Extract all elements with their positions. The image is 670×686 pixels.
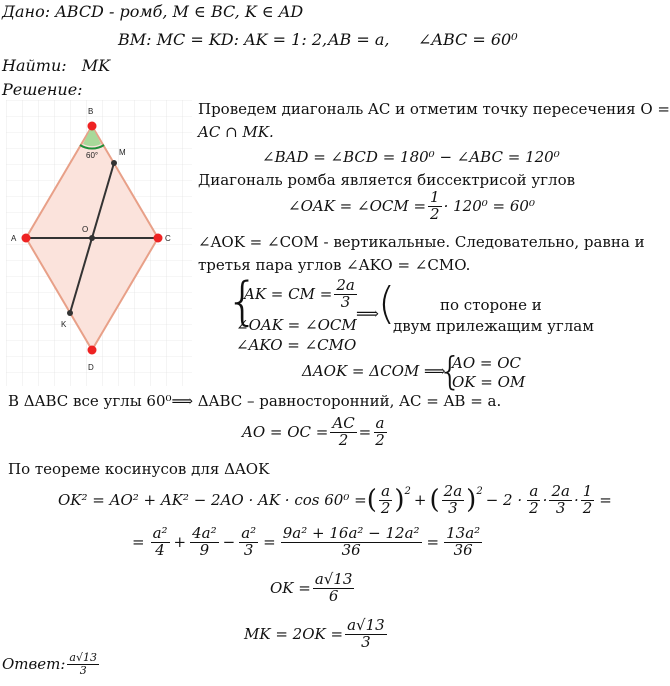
step-diagonal-a: Проведем диагональ AC и отметим точку пересечения O = bbox=[198, 100, 670, 118]
label-c: C bbox=[165, 234, 171, 243]
cos-m2 bbox=[549, 484, 572, 517]
cos-l1-end: = bbox=[599, 491, 612, 510]
cos-f2 bbox=[190, 526, 219, 559]
cos-l2-eq-3: = bbox=[426, 533, 440, 552]
oak-left: ∠OAK = ∠OCM = bbox=[288, 197, 427, 216]
cos-t1-num: a bbox=[381, 482, 391, 500]
system-row-2: ∠OAK = ∠OCM bbox=[236, 316, 357, 334]
label-o: O bbox=[82, 225, 89, 234]
sys-frac-den: 3 bbox=[340, 292, 351, 311]
step-angles-bad: ∠BAD = ∠BCD = 180⁰ − ∠ABC = 120⁰ bbox=[262, 148, 560, 166]
cos-f2-den: 9 bbox=[199, 540, 210, 559]
paren-close-2: ) bbox=[466, 485, 477, 516]
cos-m3-den: 2 bbox=[582, 498, 593, 517]
reason-paren-left: ( bbox=[378, 278, 396, 329]
cos-m1-num: a bbox=[529, 482, 539, 500]
cos-m1-den: 2 bbox=[529, 498, 539, 517]
sys-frac-num: 2a bbox=[336, 276, 355, 294]
given-ratio: BM: MC = KD: AK = 1: 2, bbox=[118, 30, 328, 49]
oak-half-num: 1 bbox=[430, 188, 440, 206]
result-ok-om: OK = OM bbox=[452, 373, 526, 391]
cos-f4-num: 9a² + 16a² − 12a² bbox=[282, 524, 420, 542]
step-bisector: Диагональ ромба является биссектрисой углов bbox=[198, 171, 576, 189]
ao-frac-1-den: 2 bbox=[338, 430, 349, 449]
cos-m3 bbox=[581, 484, 595, 517]
result-brace: { bbox=[438, 349, 463, 393]
ao-frac-2-num: a bbox=[375, 414, 385, 432]
point-a bbox=[22, 234, 31, 243]
reason-line-1: по стороне и bbox=[440, 296, 542, 314]
cos-t2-num: 2a bbox=[443, 482, 463, 500]
cosine-title: По теореме косинусов для ΔAOK bbox=[8, 460, 270, 478]
mk-frac bbox=[345, 618, 387, 651]
cos-f5 bbox=[444, 526, 482, 559]
label-k: K bbox=[61, 320, 67, 329]
rhombus-figure bbox=[6, 100, 192, 390]
cos-l2-minus: − bbox=[222, 533, 236, 552]
mk-frac-num: a√13 bbox=[347, 616, 385, 634]
cos-t1-den: 2 bbox=[380, 498, 391, 517]
cos-f3-num: a² bbox=[241, 524, 257, 542]
ok-line bbox=[270, 572, 356, 605]
cosine-line-1: OK² = AO² + AK² − 2AO · AK · cos 60⁰ = ( $\frac{a}{2}$ ) $^2$ + ( $\frac{2a}{3}$ ) $^2$ − 2 · $\frac{a}{2}$ · $\frac{2a}{3}$ · $\frac{1}{2}$ = bbox=[58, 482, 612, 517]
cos-t1 bbox=[379, 484, 393, 517]
cos-f1-num: a² bbox=[152, 524, 168, 542]
cos-m3-num: 1 bbox=[582, 482, 593, 500]
label-b: B bbox=[88, 107, 94, 116]
given-label: Дано: bbox=[2, 2, 51, 21]
point-c bbox=[154, 234, 163, 243]
cos-f2-num: 4a² bbox=[192, 524, 217, 542]
ao-eq: = bbox=[358, 423, 372, 442]
reason-line-2: двум прилежащим углам bbox=[393, 317, 594, 335]
oak-half bbox=[428, 190, 442, 223]
system-row-1 bbox=[244, 278, 359, 311]
cos-l2-eq: = bbox=[132, 533, 145, 552]
given-line bbox=[2, 2, 303, 21]
paren-open-2: ( bbox=[429, 485, 440, 516]
step-third-pair: третья пара углов ∠AKO = ∠CMO. bbox=[198, 256, 471, 274]
label-m: M bbox=[119, 148, 126, 157]
step-oak bbox=[288, 190, 535, 223]
oak-right: · 120⁰ = 60⁰ bbox=[443, 197, 535, 216]
cos-plus: + bbox=[413, 491, 427, 510]
solution-label: Решение: bbox=[2, 80, 83, 99]
answer-den: 3 bbox=[79, 663, 87, 677]
cos-l2-plus: + bbox=[173, 533, 187, 552]
cos-m1 bbox=[527, 484, 541, 517]
ao-frac-1 bbox=[330, 416, 356, 449]
cos-l2-eq-2: = bbox=[263, 533, 276, 552]
cos-f4 bbox=[281, 526, 422, 559]
point-m bbox=[111, 160, 117, 166]
system-row-3: ∠AKO = ∠CMO bbox=[236, 336, 357, 354]
given-text: ABCD - ромб, M ∈ BC, K ∈ AD bbox=[55, 2, 304, 21]
cos-t2-den: 3 bbox=[448, 498, 458, 517]
cos-m2-num: 2a bbox=[551, 482, 570, 500]
cos-f1-den: 4 bbox=[155, 540, 165, 559]
ao-frac-1-num: AC bbox=[332, 414, 355, 432]
mk-line bbox=[244, 618, 389, 651]
implies-arrow: ⟹ bbox=[356, 304, 379, 323]
step-vertical: ∠AOK = ∠COM - вертикальные. Следовательно, равна и bbox=[198, 233, 645, 251]
label-d: D bbox=[88, 363, 94, 372]
point-b bbox=[88, 122, 97, 131]
answer-frac bbox=[67, 652, 99, 676]
label-a: A bbox=[11, 234, 17, 243]
ao-line bbox=[242, 416, 389, 449]
ao-frac-2-den: 2 bbox=[375, 430, 385, 449]
step-diagonal-b: AC ∩ MK. bbox=[198, 123, 274, 141]
mk-frac-den: 3 bbox=[361, 632, 371, 651]
answer-label: Ответ: bbox=[2, 655, 66, 674]
cos-minus-2: − 2 · bbox=[485, 491, 523, 510]
cos-f1 bbox=[151, 526, 170, 559]
mk-left: MK = 2OK = bbox=[244, 625, 344, 644]
cos-f5-num: 13a² bbox=[446, 524, 481, 542]
answer-line bbox=[2, 652, 101, 676]
point-k bbox=[67, 310, 73, 316]
point-d bbox=[88, 346, 97, 355]
oak-half-den: 2 bbox=[430, 204, 440, 223]
cos-f5-den: 36 bbox=[453, 540, 473, 559]
sys-two-thirds bbox=[334, 278, 357, 311]
label-angle: 60° bbox=[86, 151, 99, 160]
cos-m2-den: 3 bbox=[555, 498, 566, 517]
system-brace: { bbox=[226, 272, 260, 332]
given-side: AB = a, bbox=[328, 30, 390, 49]
point-o bbox=[89, 235, 95, 241]
cos-f4-den: 36 bbox=[341, 540, 361, 559]
cosine-line-2 bbox=[132, 526, 484, 559]
cos-f3 bbox=[239, 526, 258, 559]
paren-close-1: ) bbox=[394, 485, 405, 516]
ok-frac-num: a√13 bbox=[314, 570, 353, 588]
sys-ak-cm: AK = CM = bbox=[244, 285, 333, 304]
given-angle: ∠ABC = 60⁰ bbox=[418, 30, 518, 49]
cos-l1-left: OK² = AO² + AK² − 2AO · AK · cos 60⁰ = bbox=[58, 491, 367, 510]
ok-left: OK = bbox=[270, 579, 311, 598]
find-line bbox=[2, 56, 110, 75]
ok-frac bbox=[313, 572, 355, 605]
congruence: ΔAOK = ΔCOM ⟹ bbox=[302, 362, 446, 380]
paren-open-1: ( bbox=[366, 485, 377, 516]
cos-t2 bbox=[442, 484, 465, 517]
answer-num: a√13 bbox=[69, 651, 97, 664]
result-ao-oc: AO = OC bbox=[452, 354, 522, 372]
ao-frac-2 bbox=[373, 416, 387, 449]
equilateral-line: В ΔABC все углы 60⁰⟹ ΔABC – равносторонний, AC = AB = a. bbox=[8, 392, 502, 410]
cos-f3-den: 3 bbox=[243, 540, 254, 559]
ao-left: AO = OC = bbox=[242, 423, 329, 442]
ok-frac-den: 6 bbox=[328, 586, 339, 605]
find-value: MK bbox=[81, 56, 111, 75]
find-label: Найти: bbox=[2, 56, 67, 75]
